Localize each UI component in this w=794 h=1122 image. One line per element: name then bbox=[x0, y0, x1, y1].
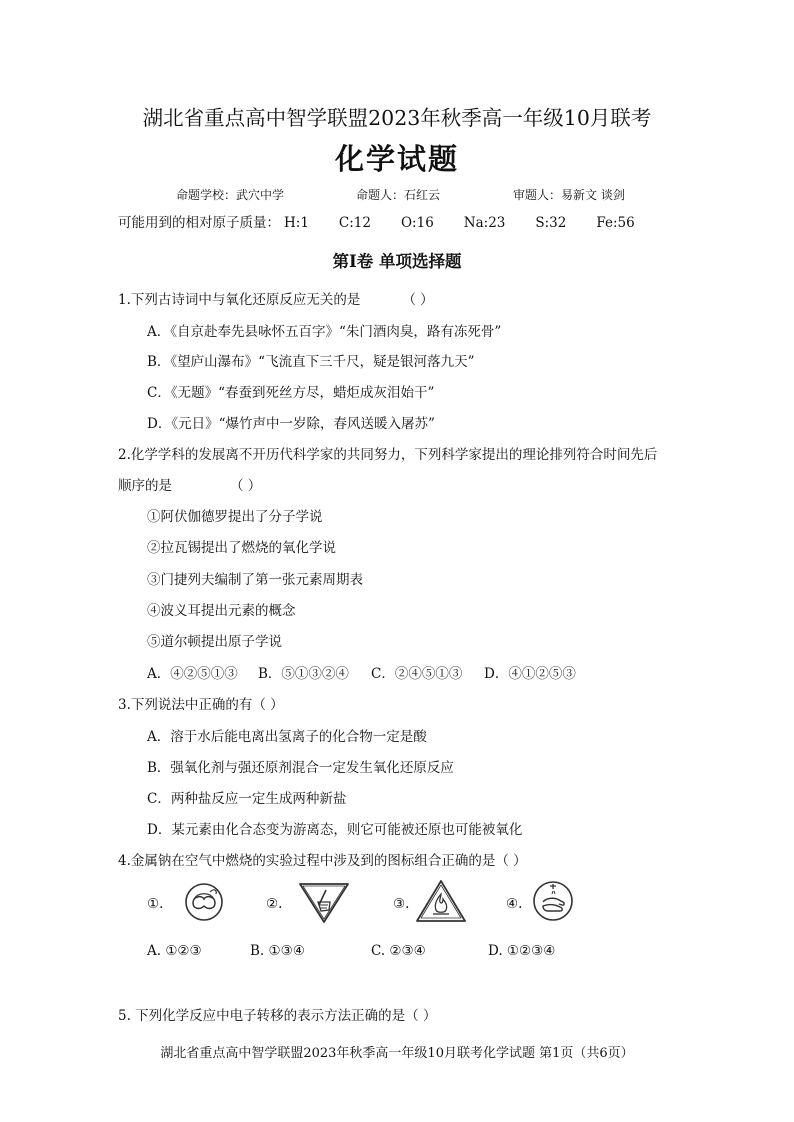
question-2-item-5: ⑤道尔顿提出原子学说 bbox=[147, 634, 282, 650]
question-3-option-b: B．强氧化剂与强还原剂混合一定发生氧化还原反应 bbox=[147, 760, 454, 776]
question-2-option-d: D．④①②⑤③ bbox=[484, 666, 576, 682]
icon-label-4: ④. bbox=[506, 896, 523, 912]
atomic-mass-label: 可能用到的相对原子质量： bbox=[118, 215, 280, 231]
atomic-mass-s: S:32 bbox=[535, 215, 567, 231]
question-3-option-a: A．溶于水后能电离出氢离子的化合物一定是酸 bbox=[147, 729, 427, 745]
question-2-stem-line2 bbox=[118, 474, 261, 494]
question-2-item-4: ④波义耳提出元素的概念 bbox=[147, 603, 296, 619]
icon-label-2: ②. bbox=[266, 896, 283, 912]
sharp-object-icon bbox=[296, 880, 352, 924]
question-3-stem: 3.下列说法中正确的有（ ） bbox=[118, 697, 284, 713]
question-2-stem: 2.化学学科的发展离不开历代科学家的共同努力，下列科学家提出的理论排列符合时间先后 bbox=[118, 447, 658, 463]
page-footer: 湖北省重点高中智学联盟2023年秋季高一年级10月联考化学试题 第1页（共6页） bbox=[160, 1046, 634, 1061]
atomic-mass-o: O:16 bbox=[400, 215, 434, 231]
atomic-mass-c: C:12 bbox=[338, 215, 371, 231]
question-4-option-c: C. ②③④ bbox=[371, 943, 426, 959]
question-2-item-1: ①阿伏伽德罗提出了分子学说 bbox=[147, 509, 323, 525]
atomic-mass-h: H:1 bbox=[284, 215, 309, 231]
question-1-option-a: A．《自京赴奉先县咏怀五百字》“朱门酒肉臭，路有冻死骨” bbox=[147, 324, 502, 340]
question-3-option-d: D．某元素由化合态变为游离态，则它可能被还原也可能被氧化 bbox=[147, 822, 523, 838]
question-2-answer-blank: （ ） bbox=[230, 478, 262, 494]
wash-hands-icon bbox=[532, 880, 574, 922]
question-2-text-cont: 顺序的是 bbox=[118, 478, 172, 494]
question-2-option-c: C．②④⑤①③ bbox=[371, 666, 463, 682]
question-1-stem bbox=[118, 288, 434, 308]
question-4-stem: 4.金属钠在空气中燃烧的实验过程中涉及到的图标组合正确的是（ ） bbox=[118, 853, 527, 869]
question-1-option-d: D．《元日》“爆竹声中一岁除，春风送暖入屠苏” bbox=[147, 416, 435, 432]
section-title: 第I卷 单项选择题 bbox=[332, 252, 462, 271]
atomic-mass-fe: Fe:56 bbox=[596, 215, 635, 231]
goggles-icon bbox=[184, 882, 224, 922]
exam-school: 命题学校：武穴中学 bbox=[176, 188, 285, 202]
atomic-mass-line bbox=[118, 211, 635, 231]
question-2-option-b: B．⑤①③②④ bbox=[258, 666, 349, 682]
question-2-item-2: ②拉瓦锡提出了燃烧的氧化学说 bbox=[147, 540, 336, 556]
question-4-option-a: A. ①②③ bbox=[147, 943, 202, 959]
question-1-option-b: B．《望庐山瀑布》“飞流直下三千尺，疑是银河落九天” bbox=[147, 354, 475, 370]
question-5-stem: 5. 下列化学反应中电子转移的表示方法正确的是（ ） bbox=[118, 1008, 437, 1024]
question-2-item-3: ③门捷列夫编制了第一张元素周期表 bbox=[147, 572, 363, 588]
icon-label-1: ①. bbox=[147, 896, 164, 912]
question-1-answer-blank: （ ） bbox=[402, 292, 434, 308]
exam-subject: 化学试题 bbox=[334, 142, 459, 176]
question-1-option-c: C．《无题》“春蚕到死丝方尽，蜡炬成灰泪始干” bbox=[147, 385, 435, 401]
question-4-option-d: D. ①②③④ bbox=[488, 943, 556, 959]
exam-author: 命题人：石红云 bbox=[356, 188, 441, 202]
question-3-option-c: C．两种盐反应一定生成两种新盐 bbox=[147, 791, 347, 807]
exam-title: 湖北省重点高中智学联盟2023年秋季高一年级10月联考 bbox=[142, 106, 652, 130]
question-4-option-b: B. ①③④ bbox=[250, 943, 305, 959]
question-2-option-a: A．④②⑤①③ bbox=[147, 666, 238, 682]
flame-icon bbox=[414, 878, 468, 924]
exam-reviewer: 审题人：易新文 谈剑 bbox=[513, 188, 625, 202]
icon-label-3: ③. bbox=[393, 896, 410, 912]
question-1-text: 1.下列古诗词中与氧化还原反应无关的是 bbox=[118, 292, 361, 308]
atomic-mass-na: Na:23 bbox=[463, 215, 506, 231]
